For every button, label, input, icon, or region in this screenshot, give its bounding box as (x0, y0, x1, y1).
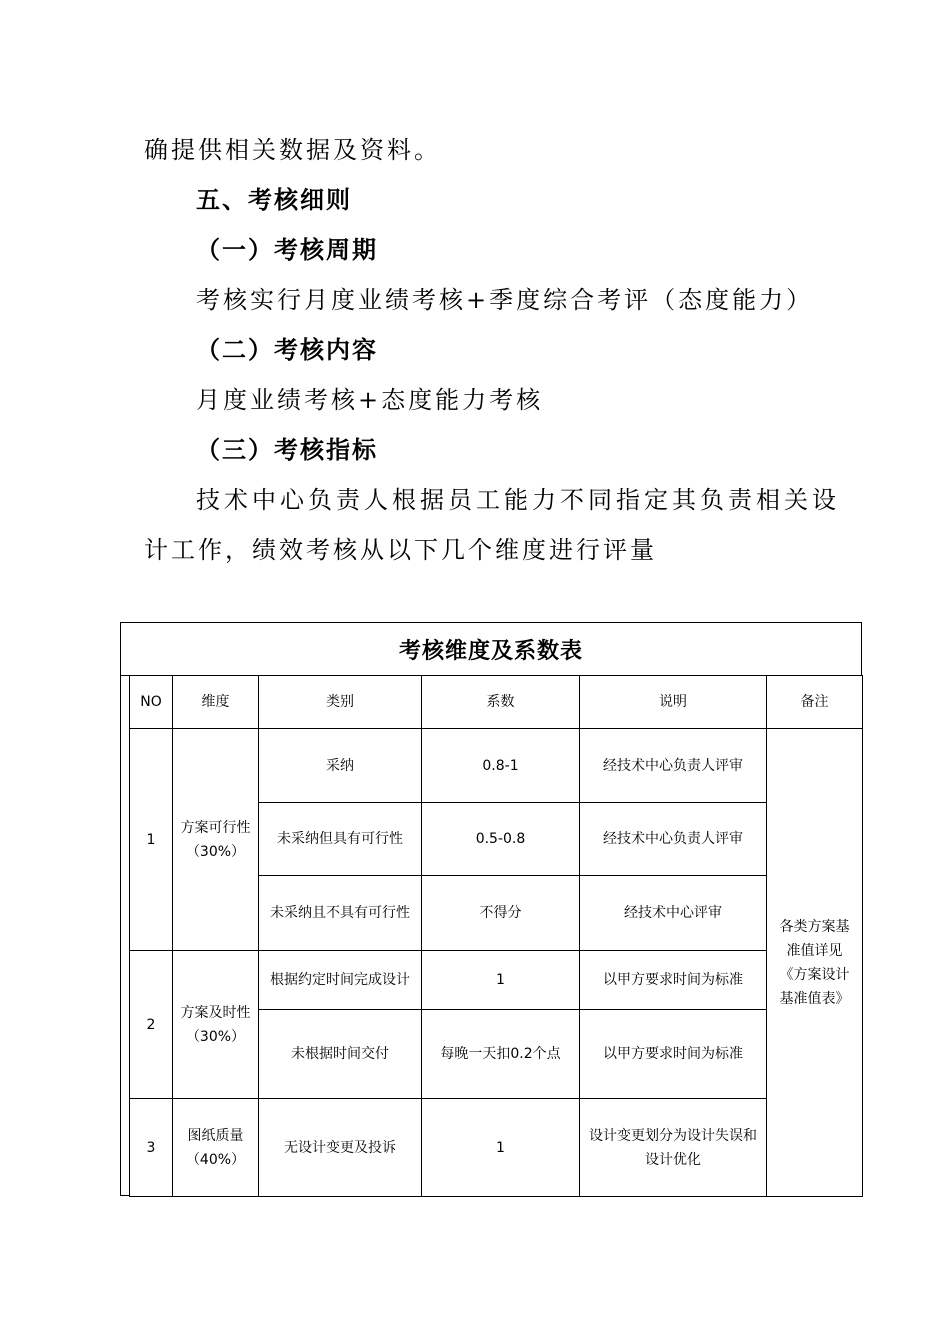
header-remark: 备注 (767, 676, 863, 729)
cell-description: 以甲方要求时间为标准 (580, 951, 767, 1010)
cell-description: 设计变更划分为设计失误和设计优化 (580, 1099, 767, 1197)
cell-category: 无设计变更及投诉 (259, 1099, 422, 1197)
dimension-label: 图纸质量 (187, 1127, 244, 1144)
cell-category: 未采纳但具有可行性 (259, 803, 422, 876)
subsection-heading-period: （一）考核周期 (196, 236, 378, 264)
cell-coefficient: 每晚一天扣0.2个点 (422, 1010, 580, 1099)
cell-description: 以甲方要求时间为标准 (580, 1010, 767, 1099)
paragraph-period: 考核实行月度业绩考核+季度综合考评（态度能力） (196, 286, 814, 314)
cell-no: 2 (130, 951, 173, 1099)
header-dimension: 维度 (173, 676, 259, 729)
header-coefficient: 系数 (422, 676, 580, 729)
table-row (130, 729, 863, 803)
cell-coefficient: 1 (422, 951, 580, 1010)
dimension-weight: （30%） (185, 1028, 246, 1045)
dimension-label: 方案及时性 (180, 1004, 251, 1021)
cell-coefficient: 不得分 (422, 876, 580, 951)
cell-coefficient: 1 (422, 1099, 580, 1197)
table-row (130, 951, 863, 1010)
cell-no: 1 (130, 729, 173, 951)
cell-coefficient: 0.5-0.8 (422, 803, 580, 876)
coefficient-table (129, 675, 863, 1197)
table-row (130, 1099, 863, 1197)
paragraph-content: 月度业绩考核+态度能力考核 (196, 386, 544, 414)
cell-coefficient: 0.8-1 (422, 729, 580, 803)
cell-dimension (173, 1099, 259, 1197)
cell-category: 未采纳且不具有可行性 (259, 876, 422, 951)
header-description: 说明 (580, 676, 767, 729)
paragraph-indicators-line2: 计工作，绩效考核从以下几个维度进行评量 (144, 536, 657, 564)
paragraph-indicators-line1: 技术中心负责人根据员工能力不同指定其负责相关设 (196, 486, 840, 514)
header-no: NO (130, 676, 173, 729)
cell-no: 3 (130, 1099, 173, 1197)
header-category: 类别 (259, 676, 422, 729)
paragraph-continuation: 确提供相关数据及资料。 (144, 136, 441, 164)
dimension-weight: （30%） (185, 843, 246, 860)
dimension-label: 方案可行性 (180, 819, 251, 836)
cell-dimension (173, 729, 259, 951)
table-left-border (120, 675, 121, 1195)
section-heading: 五、考核细则 (196, 186, 352, 214)
cell-dimension (173, 951, 259, 1099)
subsection-heading-content: （二）考核内容 (196, 336, 378, 364)
cell-category: 未根据时间交付 (259, 1010, 422, 1099)
dimension-weight: （40%） (185, 1151, 246, 1168)
subsection-heading-indicators: （三）考核指标 (196, 436, 378, 464)
cell-description: 经技术中心负责人评审 (580, 729, 767, 803)
cell-description: 经技术中心负责人评审 (580, 803, 767, 876)
table-title: 考核维度及系数表 (120, 622, 862, 676)
cell-category: 采纳 (259, 729, 422, 803)
table-header-row (130, 676, 863, 729)
cell-category: 根据约定时间完成设计 (259, 951, 422, 1010)
table-bottom-stub (120, 1195, 129, 1196)
cell-description: 经技术中心评审 (580, 876, 767, 951)
cell-remark: 各类方案基准值详见《方案设计基准值表》 (767, 729, 863, 1197)
